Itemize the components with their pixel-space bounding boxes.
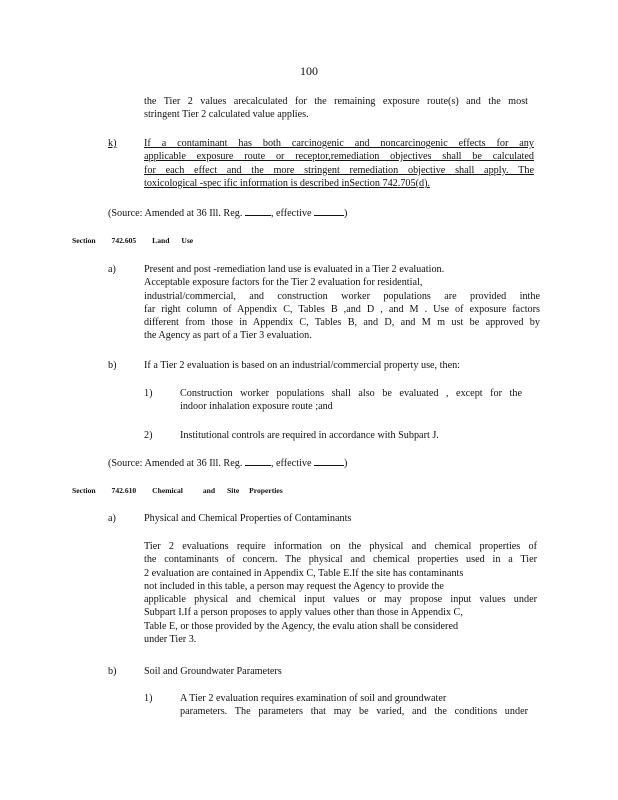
section-number: 742.605 <box>111 236 137 245</box>
section-word: Section <box>72 236 96 245</box>
text-line: Construction worker populations shall also be evaluated , except for the <box>180 388 522 399</box>
text-line: Tier 2 evaluations require information on the physical and chemical properties of <box>144 541 537 552</box>
item-k-label: k) <box>108 138 117 149</box>
item-b-text: If a Tier 2 evaluation is based on an industrial/commercial property use, then: <box>144 360 461 371</box>
text-line: applicable physical and chemical input values or may propose input values under <box>144 594 537 606</box>
text-line: Acceptable exposure factors for the Tier 2 evaluation for residential, <box>144 277 423 289</box>
text-line: Subpart I.If a person proposes to apply values other than those in Appendix C, <box>144 607 463 619</box>
item-a-heading: Physical and Chemical Properties of Contaminants <box>144 513 352 524</box>
item-b-label: b) <box>108 360 117 371</box>
text-line: Present and post -remediation land use is evaluated in a Tier 2 evaluation. <box>144 264 445 275</box>
text-line: applicable exposure route or receptor,remediation objectives shall be calculated <box>144 151 534 163</box>
item-b1-paragraph <box>180 387 522 414</box>
section-title-word: Properties <box>249 486 283 495</box>
text-line: different from those in Appendix C, Tables B, and D, and M m ust be approved by <box>144 317 540 329</box>
section-heading-605 <box>72 236 193 245</box>
section-title-word: Land <box>152 236 170 245</box>
text-line: far right column of Appendix C, Tables B ,and D , and M . Use of exposure factors <box>144 303 540 315</box>
text-line: the contaminants of concern. The physical and chemical properties used in a Tier <box>144 554 537 566</box>
item-b2-text: Institutional controls are required in accordance with Subpart J. <box>180 430 439 441</box>
item-k-paragraph <box>144 137 534 190</box>
item-a-paragraph <box>144 540 537 646</box>
text-line: 2 evaluation are contained in Appendix C, Table E.If the site has contaminants <box>144 567 464 579</box>
source-prefix: (Source: Amended at 36 Ill. Reg. <box>108 458 243 469</box>
section-title-word: Use <box>181 236 194 245</box>
text-line: indoor inhalation exposure route ;and <box>180 401 333 413</box>
text-line: the Agency as part of a Tier 3 evaluation. <box>144 330 312 342</box>
source-suffix: ) <box>344 208 348 219</box>
blank-line <box>245 456 271 466</box>
item-b-label: b) <box>108 666 117 677</box>
item-b2-label: 2) <box>144 430 153 441</box>
text-line: the Tier 2 values arecalculated for the remaining exposure route(s) and the most <box>144 96 528 107</box>
source-suffix: ) <box>344 458 348 469</box>
blank-line <box>314 456 344 466</box>
text-line: for each effect and the more stringent remediation objective shall apply. The <box>144 164 534 176</box>
item-a-label: a) <box>108 513 116 524</box>
text-line: toxicological -spec ific information is described inSection 742.705(d). <box>144 177 431 189</box>
item-b1-label: 1) <box>144 693 153 704</box>
text-line: If a contaminant has both carcinogenic and noncarcinogenic effects for any <box>144 138 534 149</box>
item-a-label: a) <box>108 264 116 275</box>
item-a-paragraph <box>144 263 540 343</box>
item-b1-paragraph <box>180 692 528 719</box>
text-line: stringent Tier 2 calculated value applies. <box>144 109 309 121</box>
text-line: industrial/commercial, and construction worker populations are provided inthe <box>144 290 540 302</box>
section-title-word: and <box>202 486 216 495</box>
source-middle: , effective <box>270 208 312 219</box>
section-title-word: Site <box>226 486 240 495</box>
source-note-1 <box>108 206 347 220</box>
text-line: under Tier 3. <box>144 634 197 646</box>
item-b-heading: Soil and Groundwater Parameters <box>144 666 282 677</box>
blank-line <box>314 206 344 216</box>
source-middle: , effective <box>270 458 312 469</box>
text-line: A Tier 2 evaluation requires examination of soil and groundwater <box>180 693 447 704</box>
intro-paragraph <box>144 95 528 122</box>
item-b1-label: 1) <box>144 388 153 399</box>
text-line: parameters. The parameters that may be varied, and the conditions under <box>180 706 528 718</box>
section-number: 742.610 <box>111 486 137 495</box>
text-line: Table E, or those provided by the Agency, the evalu ation shall be considered <box>144 620 459 632</box>
section-word: Section <box>72 486 96 495</box>
source-prefix: (Source: Amended at 36 Ill. Reg. <box>108 208 243 219</box>
section-title-word: Chemical <box>152 486 183 495</box>
section-heading-610 <box>72 486 283 495</box>
source-note-2 <box>108 456 347 470</box>
blank-line <box>245 206 271 216</box>
page-number: 100 <box>300 64 318 78</box>
text-line: not included in this table, a person may request the Agency to provide the <box>144 580 444 592</box>
